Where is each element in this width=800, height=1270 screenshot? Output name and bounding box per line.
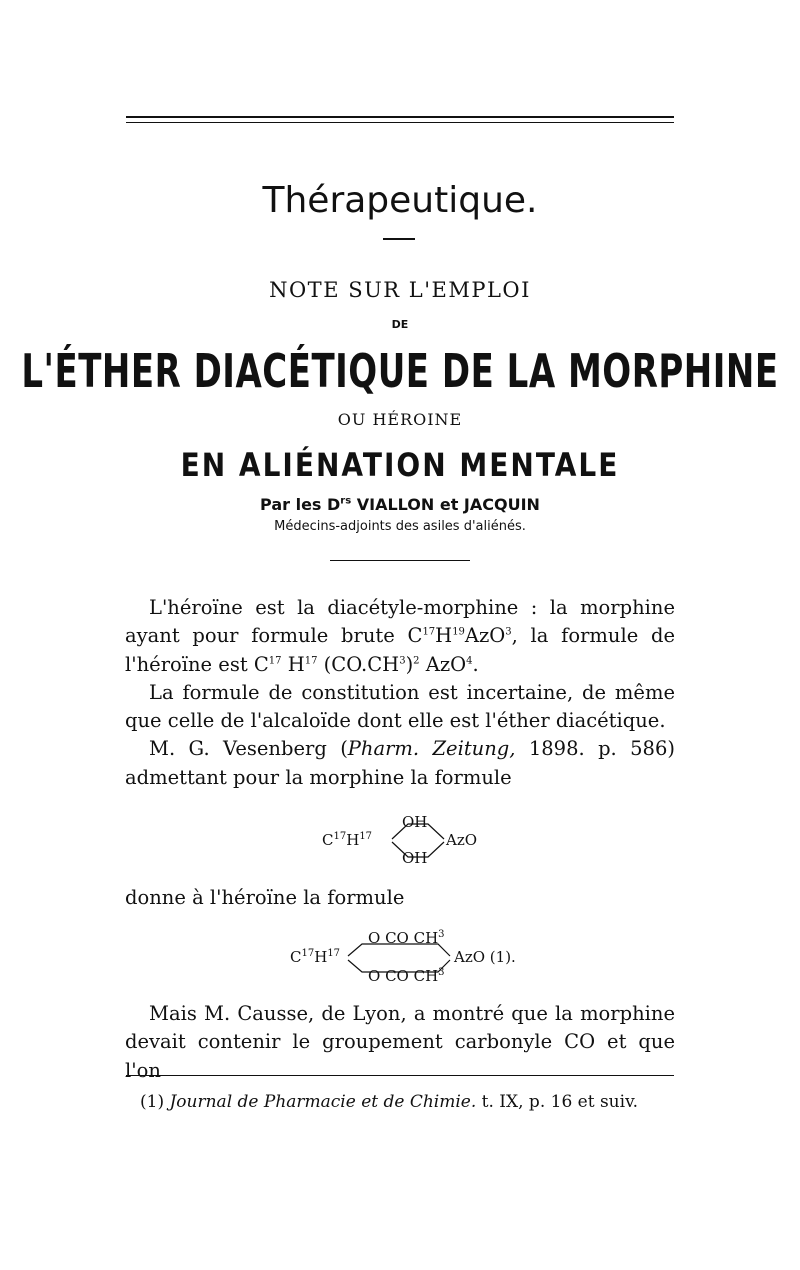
p1-text-k: (CO.CH: [317, 652, 400, 676]
footnote: [140, 1092, 680, 1112]
formula-heroin: [290, 928, 550, 990]
p1-text-o: AzO: [419, 652, 467, 676]
article-alt-title: OU HÉROINE: [337, 410, 463, 429]
de-heading: DE: [391, 318, 409, 331]
formula-morphine-base: $C^{17}H^{17}$: [322, 831, 373, 849]
formula-heroin-bottom: O CO $CH^3$: [368, 967, 445, 985]
paragraph-2: La formule de constitution est incertaine, de même que celle de l'alcaloïde dont elle est l'éther diacétique.: [125, 680, 675, 733]
p1-text-a: L'héroïne est la diacétyle-morphine : la morphine ayant pour formule brute C: [125, 596, 675, 648]
formula-morphine: [322, 812, 502, 872]
formula-morphine-top: OH: [402, 813, 428, 831]
p1-text-c: H: [435, 624, 453, 648]
header-rule: [330, 560, 470, 561]
p3-text-a: M. G. Vesenberg (: [149, 737, 348, 761]
p1-sup-b: 17: [422, 626, 436, 638]
title-separator: [383, 238, 415, 240]
footnote-journal: Journal de Pharmacie et de Chimie.: [169, 1092, 477, 1112]
p1-text-m: ): [405, 652, 414, 676]
p1-sup-n: 2: [413, 655, 420, 667]
p1-sup-f: 3: [505, 626, 512, 638]
formula-morphine-right: AzO: [446, 831, 478, 849]
footnote-number: (1): [140, 1092, 170, 1112]
note-heading: NOTE SUR L'EMPLOI: [269, 278, 531, 302]
formula-morphine-bottom: OH: [402, 849, 428, 867]
authors-names: VIALLON et JACQUIN: [351, 495, 540, 514]
p3-text-c: 1898. p. 586) admettant pour la morphine la formule: [125, 737, 675, 789]
p1-sup-h: 17: [268, 655, 282, 667]
p1-sup-d: 19: [452, 626, 465, 638]
authors-role: Médecins-adjoints des asiles d'aliénés.: [274, 519, 526, 534]
article-title: L'ÉTHER DIACÉTIQUE DE LA MORPHINE: [21, 345, 779, 399]
p1-text-q: .: [472, 652, 479, 676]
p1-sup-p: 4: [466, 655, 473, 667]
article-subtitle: EN ALIÉNATION MENTALE: [180, 446, 620, 484]
top-double-rule: [126, 116, 674, 123]
footnote-ref: t. IX, p. 16 et suiv.: [476, 1092, 639, 1112]
p1-text-g: , la formule de l'héroïne est C: [125, 624, 675, 676]
paragraph-5-text: Mais M. Causse, de Lyon, a montré que la morphine devait contenir le groupement carbonyle CO et que l'on: [125, 1002, 675, 1082]
p1-text-e: AzO: [464, 624, 506, 648]
p1-sup-j: 17: [304, 655, 318, 667]
authors-prefix: Par les D: [260, 495, 341, 514]
paragraph-1: [125, 594, 675, 792]
formula-heroin-top: O CO $CH^3$: [368, 929, 445, 947]
formula-heroin-right: AzO (1).: [454, 948, 516, 966]
p1-text-i: H: [281, 652, 305, 676]
paragraph-4-text: donne à l'héroïne la formule: [125, 886, 405, 909]
paragraph-3: [125, 735, 675, 792]
p1-sup-l: 3: [399, 655, 406, 667]
paragraph-4: [125, 884, 675, 912]
p3-journal-ref: Pharm. Zeitung,: [347, 737, 516, 761]
footnote-rule: [126, 1075, 674, 1076]
authors-sup: rs: [340, 495, 352, 507]
section-title: Thérapeutique.: [262, 180, 538, 221]
formula-heroin-base: $C^{17}H^{17}$: [290, 948, 341, 966]
authors-line: [0, 495, 800, 514]
paragraph-5: [125, 1000, 675, 1085]
